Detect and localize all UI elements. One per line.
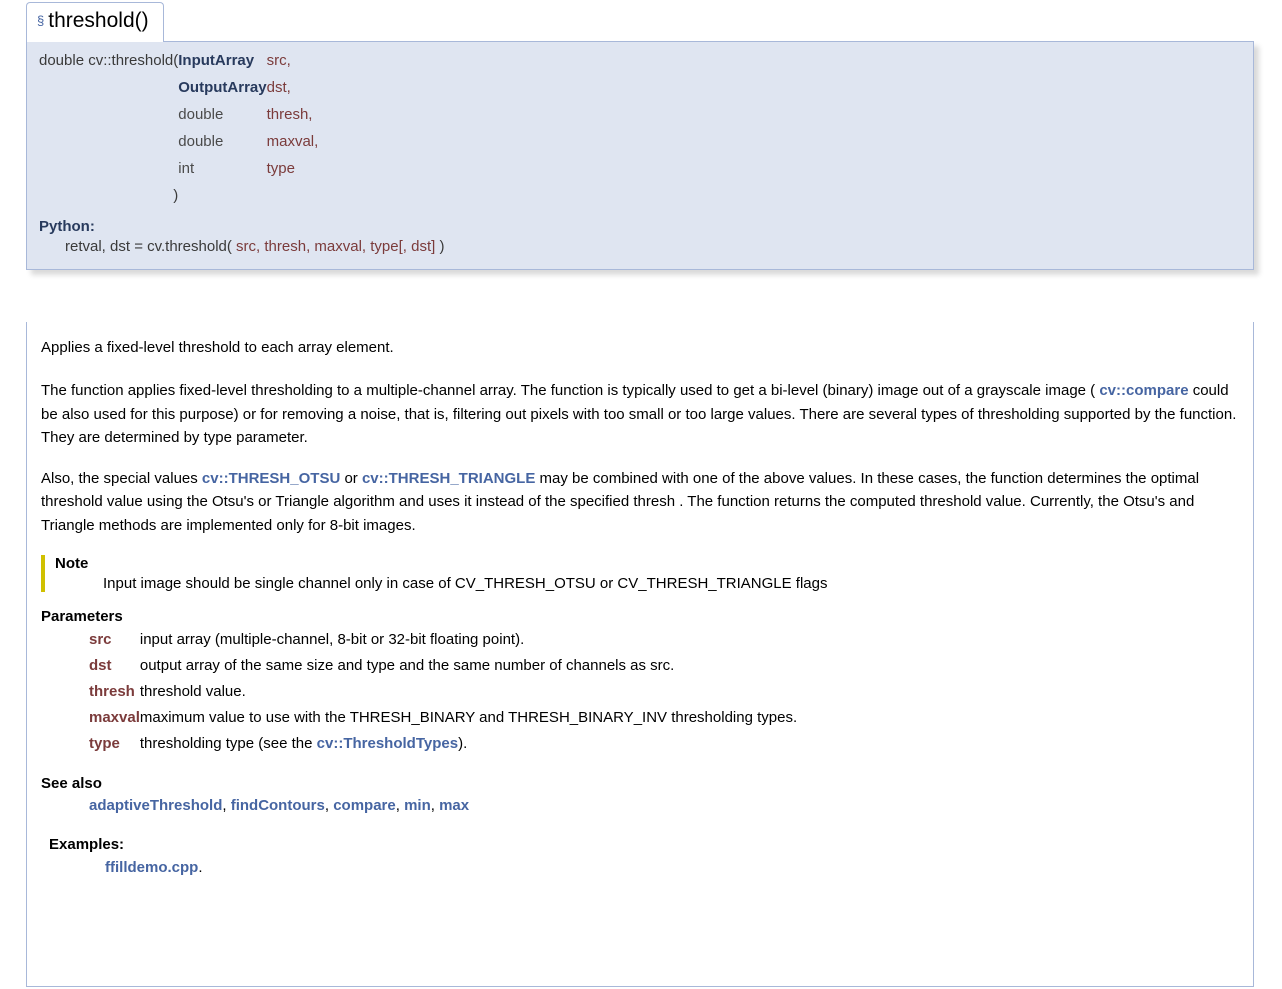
brief-description: Applies a fixed-level threshold to each array element.	[41, 339, 394, 356]
param-desc-type-text-2: ).	[458, 734, 468, 752]
prototype-row	[39, 133, 318, 160]
prototype-row	[39, 79, 318, 106]
para2-text-2: could be also used for this purpose) or for removing a noise, that is, filtering out pixels with too small or too large values. There are several types of thresholding supported by the function. They are determined by type parameter.	[41, 382, 1237, 446]
param-desc-type	[140, 735, 797, 761]
link-adaptive-threshold[interactable]: adaptiveThreshold	[89, 796, 223, 814]
param-desc-maxval: maximum value to use with the THRESH_BINARY and THRESH_BINARY_INV thresholding types.	[139, 708, 798, 726]
link-thresh-otsu[interactable]: cv::THRESH_OTSU	[201, 470, 341, 487]
param-type-0: InputArray	[178, 52, 255, 69]
function-prototype-block	[26, 41, 1254, 270]
python-sig-prefix: retval, dst = cv.threshold(	[65, 238, 237, 255]
parameters-title: Parameters	[41, 607, 123, 625]
param-name-0: src,	[266, 52, 291, 69]
examples-suffix: .	[198, 858, 203, 876]
prototype-row	[39, 106, 318, 133]
link-max[interactable]: max	[439, 796, 470, 814]
note-block	[41, 555, 1239, 592]
return-type-and-name: double cv::threshold	[39, 52, 174, 69]
member-documentation	[26, 322, 1254, 987]
param-name-3: maxval,	[266, 133, 319, 150]
parameters-table	[89, 631, 797, 761]
param-type-1: OutputArray	[178, 79, 267, 96]
table-row	[89, 709, 797, 735]
python-signature	[65, 238, 1241, 257]
detailed-paragraph-1	[41, 379, 1239, 449]
param-name-1: dst,	[266, 79, 291, 96]
detailed-paragraph-2	[41, 467, 1239, 537]
para3-text-2: or	[340, 470, 362, 487]
param-label-thresh: thresh	[89, 682, 135, 700]
table-row	[89, 735, 797, 761]
prototype-row	[39, 160, 318, 187]
permalink-icon[interactable]: §	[37, 13, 45, 28]
link-threshold-types[interactable]: cv::ThresholdTypes	[316, 734, 459, 752]
page-title: threshold()	[48, 9, 149, 32]
note-title: Note	[55, 554, 89, 572]
note-text: Input image should be single channel only in case of CV_THRESH_OTSU or CV_THRESH_TRIANGLE flags	[103, 574, 828, 592]
table-row	[89, 657, 797, 683]
link-thresh-triangle[interactable]: cv::THRESH_TRIANGLE	[361, 470, 536, 487]
para2-text-1: The function applies fixed-level thresholding to a multiple-channel array. The function is typically used to get a bi-level (binary) image out of a grayscale image (	[41, 382, 1100, 400]
examples-title: Examples:	[49, 835, 125, 853]
param-type-4: int	[178, 160, 195, 177]
param-label-type: type	[89, 734, 120, 752]
prototype-row	[39, 187, 318, 214]
table-row	[89, 683, 797, 709]
param-desc-dst: output array of the same size and type and the same number of channels as src.	[139, 656, 675, 674]
param-name-2: thresh,	[266, 106, 313, 123]
member-title-tab	[26, 2, 164, 42]
param-desc-thresh: threshold value.	[139, 682, 246, 700]
param-label-maxval: maxval	[89, 708, 140, 726]
param-type-3: double	[178, 133, 224, 150]
python-sig-args: src, thresh, maxval, type[, dst]	[236, 238, 436, 255]
see-also-title: See also	[41, 774, 102, 792]
param-label-dst: dst	[89, 656, 112, 674]
python-label: Python:	[39, 218, 95, 235]
link-ffilldemo-cpp[interactable]: ffilldemo.cpp	[105, 858, 199, 876]
examples-list	[105, 859, 1239, 876]
param-type-2: double	[178, 106, 224, 123]
prototype-row	[39, 52, 318, 79]
link-min[interactable]: min	[404, 796, 431, 814]
see-also-links: adaptiveThreshold, findContours, compare, min, max	[89, 796, 470, 814]
prototype-table	[39, 52, 318, 214]
param-label-src: src	[89, 630, 112, 648]
para3-text-1: Also, the special values	[41, 470, 202, 487]
link-cv-compare[interactable]: cv::compare	[1099, 382, 1189, 400]
para3-text-3: may be combined with one of the above values. In these cases, the function determines the optimal threshold value using the Otsu's or Triangle algorithm and uses it instead of the specified thresh . The function returns the computed threshold value. Currently, the Otsu's and Triangle methods are implemented only for 8-bit images.	[41, 470, 1200, 534]
param-desc-type-text-1: thresholding type (see the	[139, 734, 317, 752]
python-sig-suffix: )	[435, 238, 445, 255]
close-paren: )	[173, 187, 179, 204]
link-find-contours[interactable]: findContours	[230, 796, 325, 814]
table-row	[89, 631, 797, 657]
param-name-4: type	[266, 160, 295, 177]
link-compare[interactable]: compare	[333, 796, 396, 814]
param-desc-src: input array (multiple-channel, 8-bit or 32-bit floating point).	[139, 630, 525, 648]
open-paren: (	[173, 52, 179, 69]
